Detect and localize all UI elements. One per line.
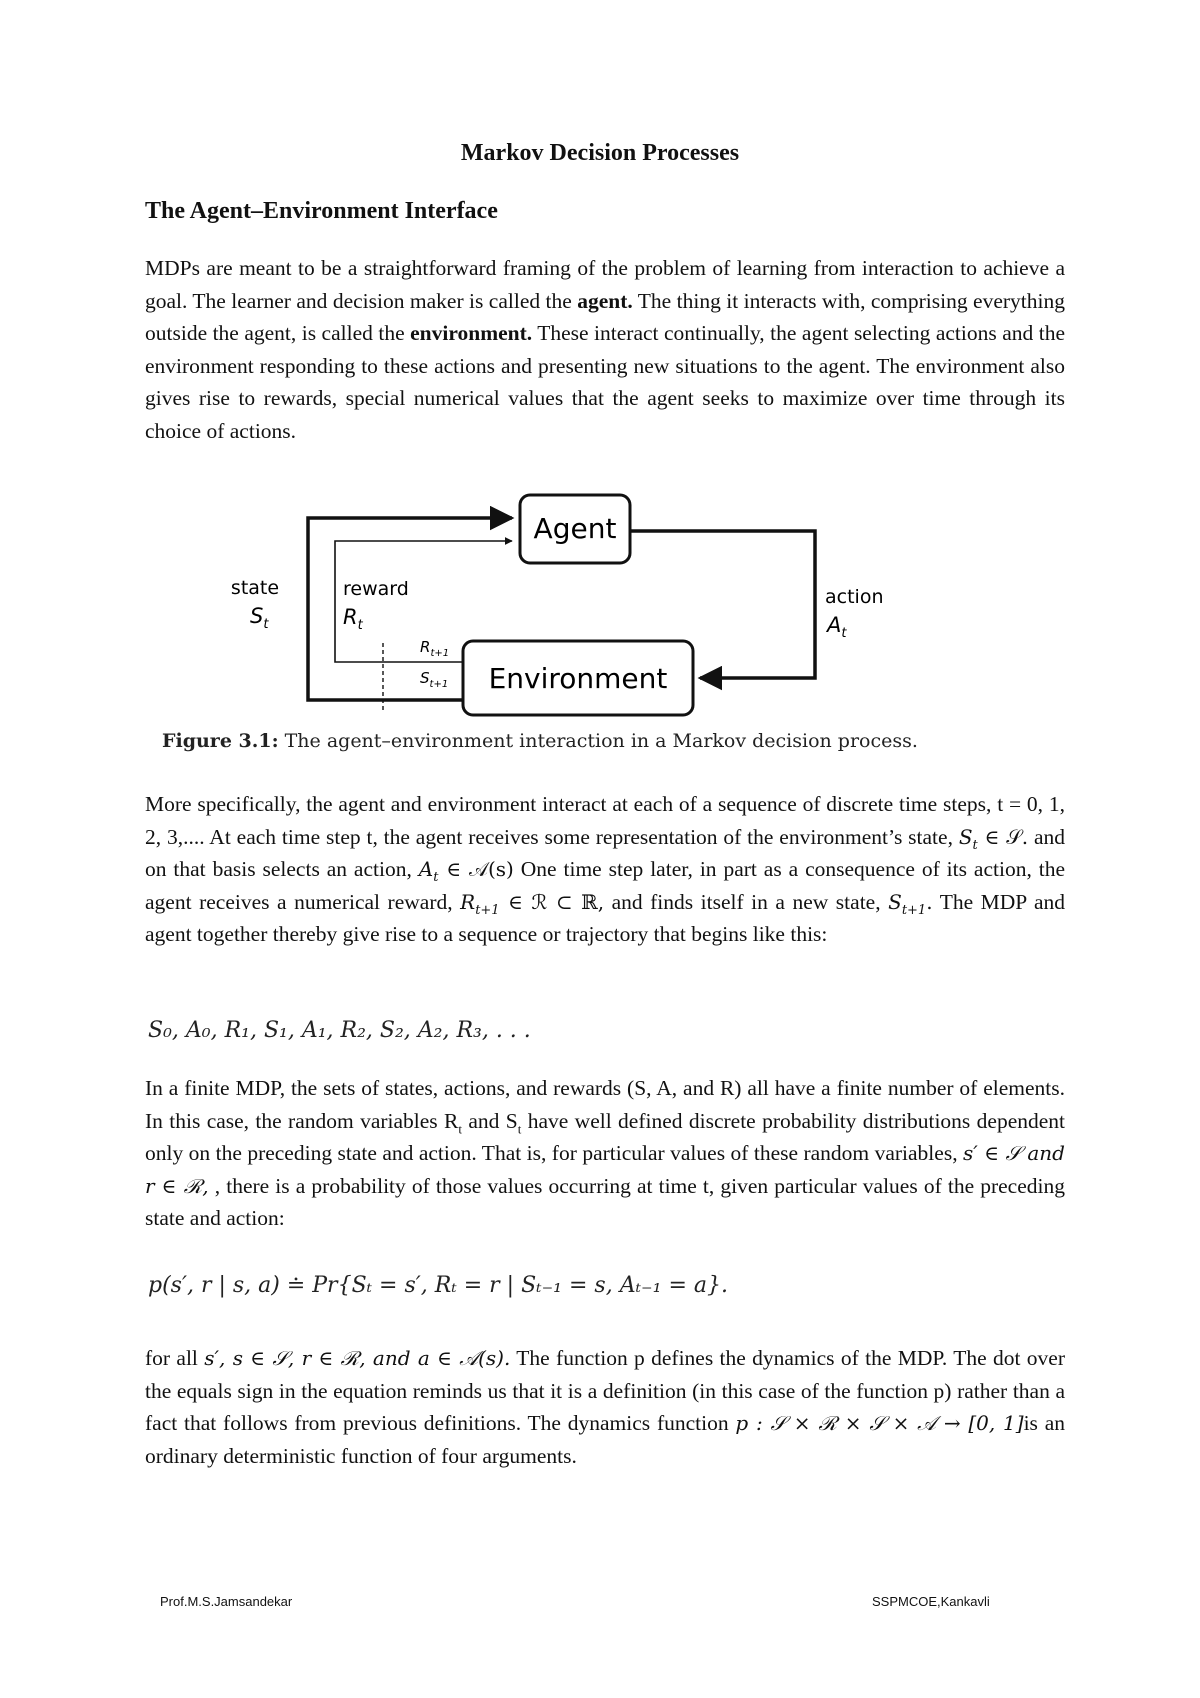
- interaction-paragraph: [145, 788, 1065, 951]
- finite-sub-2: t: [517, 1120, 522, 1136]
- state-symbol: $S_t$: [250, 604, 269, 632]
- dynamics-text-3: is an ordinary deterministic function of four arguments.: [145, 1411, 1066, 1468]
- dynamics-paragraph: [145, 1342, 1065, 1472]
- dynamics-text-2: The function p defines the dynamics of the MDP. The dot over the equals sign in the equation reminds us that it is a definition (in this case of the function p) rather than a fact that follows from previous definitions. The dynamics function: [145, 1346, 1066, 1435]
- interaction-text-3: One time step later, in part as a consequence of its action, the agent receives a numerical reward,: [145, 857, 1066, 914]
- interaction-text-5: The MDP and agent together thereby give rise to a sequence or trajectory that begins like this:: [145, 889, 1065, 946]
- interaction-text-1: More specifically, the agent and environment interact at each of a sequence of discrete time steps, t = 0, 1, 2, 3,.... At each time step t, the agent receives some representation of the environment’s state,: [145, 792, 1065, 849]
- environment-term: environment.: [410, 321, 533, 345]
- interaction-text-4: and finds itself in a new state,: [604, 889, 889, 914]
- figure-caption: [162, 730, 918, 752]
- finite-text-1: In a finite MDP, the sets of states, actions, and rewards (S, A, and R) all have a finite number of elements. In this case, the random variables R: [145, 1076, 1065, 1133]
- agent-term: agent.: [577, 288, 633, 313]
- intro-text-3: These interact continually, the agent selecting actions and the environment responding to these actions and presenting new situations to the agent. The environment also gives rise to rewards, special numerical values that the agent seeks to maximize over time through its choice of actions.: [145, 321, 1065, 443]
- intro-text-2: The thing it interacts with, comprising everything outside the agent, is called the: [145, 288, 1065, 345]
- footer-institution: SSPMCOE,Kankavli: [872, 1594, 990, 1609]
- function-signature-math: p : 𝒮 × ℛ × 𝒮 × 𝒜 → [0, 1]: [735, 1411, 1024, 1435]
- dynamics-text-1: for all: [145, 1346, 205, 1370]
- reward-symbol: $R_t$: [343, 605, 363, 633]
- environment-label: Environment: [488, 662, 668, 695]
- reward-label: reward: [343, 578, 409, 600]
- figure-caption-label: Figure 3.1:: [162, 730, 279, 752]
- agent-label: Agent: [533, 512, 617, 545]
- interaction-text-2: and on that basis selects an action,: [145, 824, 1066, 881]
- finite-text-3: have well defined discrete probability distributions dependent only on the preceding state and action. That is, for particular values of these random variables,: [145, 1108, 1065, 1165]
- action-math: $A_t$ ∈ 𝒜(s): [418, 857, 514, 885]
- page-title: Markov Decision Processes: [460, 140, 740, 166]
- next-state-math: $S_{t+1}$.: [888, 889, 933, 918]
- domain-math: s′, s ∈ 𝒮, r ∈ ℛ, and a ∈ 𝒜(s).: [204, 1346, 511, 1370]
- state-math: $S_t$ ∈ 𝒮.: [958, 824, 1029, 853]
- next-state-symbol: $S_{t+1}$: [420, 669, 449, 690]
- action-symbol: $A_t$: [827, 613, 847, 641]
- finite-text-4: , there is a probability of those values occurring at time t, given particular values of the preceding state and action:: [145, 1173, 1065, 1230]
- agent-environment-diagram: [150, 485, 910, 725]
- trajectory-equation: S₀, A₀, R₁, S₁, A₁, R₂, S₂, A₂, R₃, . . .: [148, 1018, 531, 1043]
- footer-author: Prof.M.S.Jamsandekar: [160, 1594, 293, 1609]
- dynamics-equation: p(s′, r | s, a) ≐ Pr{Sₜ = s′, Rₜ = r | Sₜ₋₁ = s, Aₜ₋₁ = a}.: [148, 1273, 728, 1298]
- intro-paragraph: [145, 252, 1065, 447]
- finite-mdp-paragraph: [145, 1072, 1065, 1235]
- next-reward-symbol: $R_{t+1}$: [420, 638, 450, 659]
- action-label: action: [825, 586, 884, 608]
- section-heading: The Agent–Environment Interface: [145, 198, 498, 224]
- reward-math: $R_{t+1}$ ∈ ℛ ⊂ ℝ,: [460, 889, 605, 918]
- intro-text-1: MDPs are meant to be a straightforward framing of the problem of learning from interaction to achieve a goal. The learner and decision maker is called the: [145, 256, 1065, 313]
- state-label: state: [230, 577, 280, 599]
- finite-sub-1: t: [458, 1120, 463, 1136]
- values-math: s′ ∈ 𝒮 and r ∈ ℛ,: [145, 1141, 1065, 1198]
- finite-text-2: and S: [462, 1108, 518, 1133]
- figure-caption-text: The agent–environment interaction in a Markov decision process.: [278, 730, 918, 752]
